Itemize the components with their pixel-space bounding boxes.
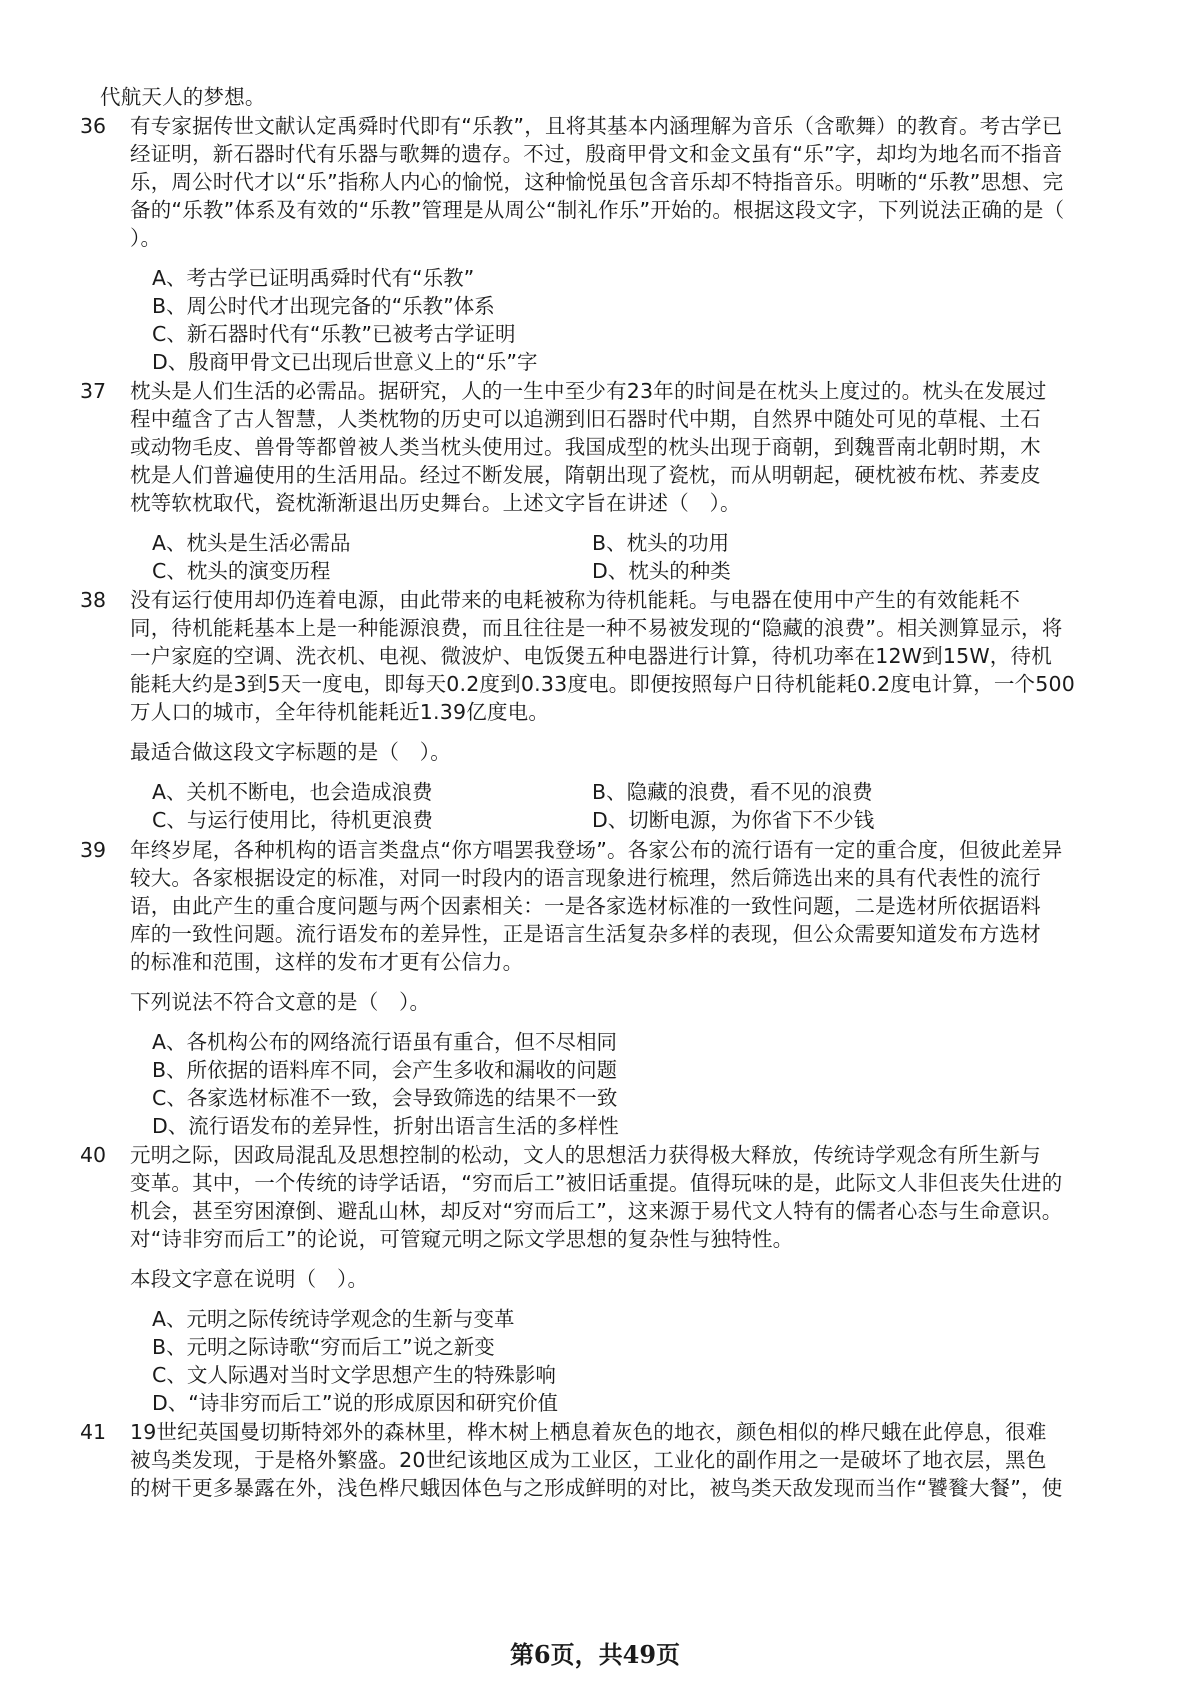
option-a: A、关机不断电，也会造成浪费 [152,780,433,804]
question-text-line: 枕是人们普遍使用的生活用品。经过不断发展，隋朝出现了瓷枕，而从明朝起，硬枕被布枕、荞麦皮 [130,463,1041,487]
option-d: D、切断电源，为你省下不少钱 [592,808,875,832]
question-text-line: 备的“乐教”体系及有效的“乐教”管理是从周公“制礼作乐”开始的。根据这段文字，下列说法正确的是（ [130,198,1065,222]
question-text-line: 19世纪英国曼切斯特郊外的森林里，桦木树上栖息着灰色的地衣，颜色相似的桦尺蛾在此停息，很难 [130,1420,1047,1444]
option-b: B、枕头的功用 [592,531,730,555]
question-text-line: 没有运行使用却仍连着电源，由此带来的电耗被称为待机能耗。与电器在使用中产生的有效能耗不 [130,588,1021,612]
question-text-line: 枕等软枕取代，瓷枕渐渐退出历史舞台。上述文字旨在讲述（ ）。 [130,491,741,515]
question-text-line: 对“诗非穷而后工”的论说，可管窥元明之际文学思想的复杂性与独特性。 [130,1227,794,1251]
option-a: A、枕头是生活必需品 [152,531,351,555]
option-a: A、各机构公布的网络流行语虽有重合，但不尽相同 [152,1030,618,1054]
option-a: A、元明之际传统诗学观念的生新与变革 [152,1307,515,1331]
question-number: 39 [80,838,107,862]
question-text-line: 能耗大约是3到5天一度电，即每天0.2度到0.33度电。即便按照每户日待机能耗0.2度电计算，一个500 [130,672,1075,696]
option-c: C、新石器时代有“乐教”已被考古学证明 [152,322,516,346]
question-text-line: ）。 [130,226,162,250]
option-d: D、枕头的种类 [592,559,731,583]
question-number: 38 [80,588,107,612]
question-text-line: 枕头是人们生活的必需品。据研究，人的一生中至少有23年的时间是在枕头上度过的。枕头在发展过 [130,379,1047,403]
option-a: A、考古学已证明禹舜时代有“乐教” [152,266,475,290]
question-number: 40 [80,1143,107,1167]
question-text-line: 或动物毛皮、兽骨等都曾被人类当枕头使用过。我国成型的枕头出现于商朝，到魏晋南北朝时期，木 [130,435,1041,459]
option-c: C、与运行使用比，待机更浪费 [152,808,433,832]
question-text-line: 有专家据传世文献认定禹舜时代即有“乐教”，且将其基本内涵理解为音乐（含歌舞）的教育。考古学已 [130,114,1063,138]
option-c: C、文人际遇对当时文学思想产生的特殊影响 [152,1363,556,1387]
question-text-line: 被鸟类发现，于是格外繁盛。20世纪该地区成为工业区，工业化的副作用之一是破坏了地衣层，黑色 [130,1448,1047,1472]
question-text-line: 较大。各家根据设定的标准，对同一时段内的语言现象进行梳理，然后筛选出来的具有代表性的流行 [130,866,1041,890]
question-text-line: 年终岁尾，各种机构的语言类盘点“你方唱罢我登场”。各家公布的流行语有一定的重合度，但彼此差异 [130,838,1063,862]
question-text-line: 的树干更多暴露在外，浅色桦尺蛾因体色与之形成鲜明的对比，被鸟类天敌发现而当作“饕餮大餐”，使 [130,1476,1063,1500]
question-text-line: 万人口的城市，全年待机能耗近1.39亿度电。 [130,700,550,724]
question-text-line: 机会，甚至穷困潦倒、避乱山林，却反对“穷而后工”，这来源于易代文人特有的儒者心态与生命意识。 [130,1199,1063,1223]
question-text-line: 的标准和范围，这样的发布才更有公信力。 [130,950,524,974]
option-d: D、“诗非穷而后工”说的形成原因和研究价值 [152,1391,559,1415]
intro-tail-text: 代航天人的梦想。 [100,85,266,109]
question-text-line: 同，待机能耗基本上是一种能源浪费，而且往往是一种不易被发现的“隐藏的浪费”。相关测算显示，将 [130,616,1063,640]
question-number: 41 [80,1420,107,1444]
page-footer: 第6页，共49页 [509,1640,681,1669]
question-prompt: 本段文字意在说明（ ）。 [130,1267,369,1291]
option-b: B、元明之际诗歌“穷而后工”说之新变 [152,1335,495,1359]
option-d: D、殷商甲骨文已出现后世意义上的“乐”字 [152,350,538,374]
question-text-line: 经证明，新石器时代有乐器与歌舞的遗存。不过，殷商甲骨文和金文虽有“乐”字，却均为地名而不指音 [130,142,1063,166]
option-c: C、枕头的演变历程 [152,559,331,583]
question-number: 36 [80,114,107,138]
question-text-line: 库的一致性问题。流行语发布的差异性，正是语言生活复杂多样的表现，但公众需要知道发布方选材 [130,922,1041,946]
question-text-line: 语，由此产生的重合度问题与两个因素相关：一是各家选材标准的一致性问题，二是选材所依据语料 [130,894,1041,918]
option-b: B、所依据的语料库不同，会产生多收和漏收的问题 [152,1058,618,1082]
question-number: 37 [80,379,107,403]
option-b: B、隐藏的浪费，看不见的浪费 [592,780,873,804]
question-text-line: 乐，周公时代才以“乐”指称人内心的愉悦，这种愉悦虽包含音乐却不特指音乐。明晰的“乐教”思想、完 [130,170,1064,194]
question-prompt: 最适合做这段文字标题的是（ ）。 [130,740,451,764]
question-prompt: 下列说法不符合文意的是（ ）。 [130,990,431,1014]
option-c: C、各家选材标准不一致，会导致筛选的结果不一致 [152,1086,618,1110]
question-text-line: 一户家庭的空调、洗衣机、电视、微波炉、电饭煲五种电器进行计算，待机功率在12W到15W，待机 [130,644,1052,668]
question-text-line: 程中蕴含了古人智慧，人类枕物的历史可以追溯到旧石器时代中期，自然界中随处可见的草棍、土石 [130,407,1041,431]
question-text-line: 元明之际，因政局混乱及思想控制的松动，文人的思想活力获得极大释放，传统诗学观念有所生新与 [130,1143,1041,1167]
question-text-line: 变革。其中，一个传统的诗学话语，“穷而后工”被旧话重提。值得玩味的是，此际文人非但丧失仕进的 [130,1171,1063,1195]
option-b: B、周公时代才出现完备的“乐教”体系 [152,294,495,318]
option-d: D、流行语发布的差异性，折射出语言生活的多样性 [152,1114,619,1138]
